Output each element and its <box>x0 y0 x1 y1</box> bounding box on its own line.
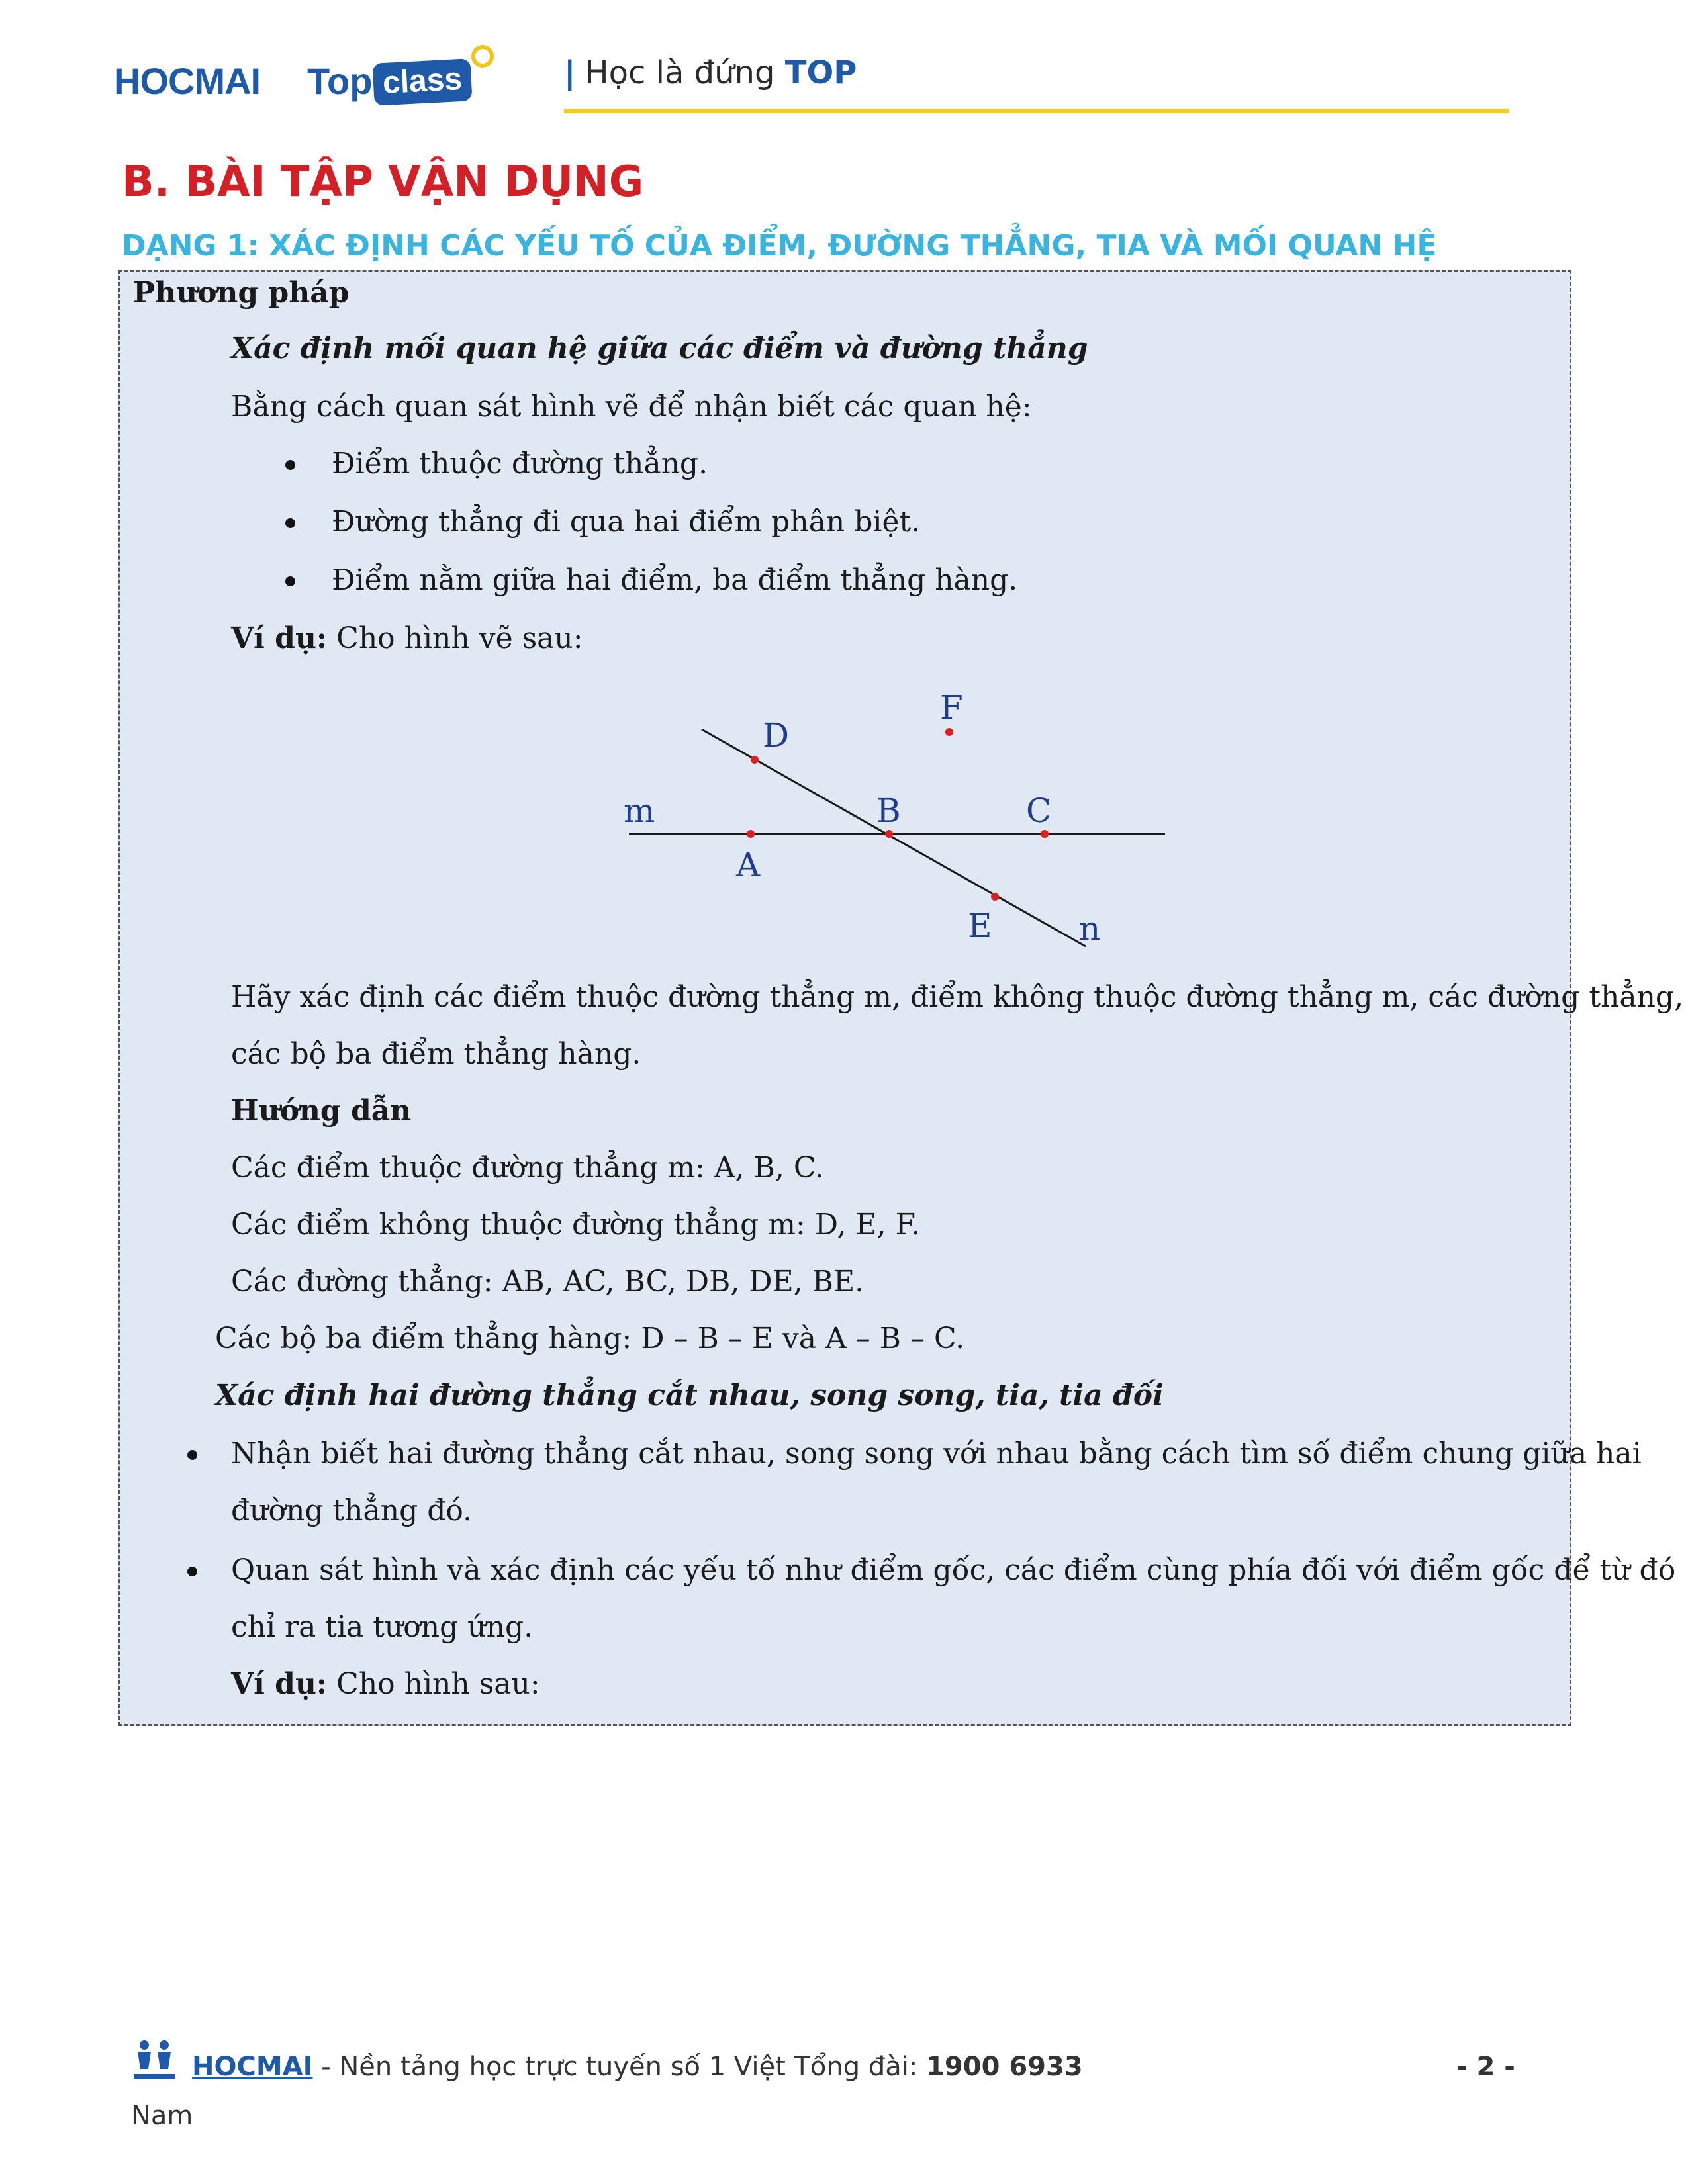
intro-text: Bằng cách quan sát hình vẽ để nhận biết các quan hệ: <box>231 390 1032 424</box>
label-n: n <box>1079 909 1101 948</box>
logo-hocmai-text: HOCMAI <box>114 60 261 102</box>
point-C <box>1041 830 1049 838</box>
sun-icon <box>471 45 494 68</box>
slogan-top: TOP <box>784 54 857 91</box>
label-C: C <box>1026 792 1052 830</box>
question-line-1: Hãy xác định các điểm thuộc đường thẳng m, điểm không thuộc đường thẳng m, các đường thẳng, <box>231 980 1684 1014</box>
slogan-text: Học là đứng <box>585 54 775 91</box>
bullet-icon <box>187 1450 197 1460</box>
example-2-text: Cho hình sau: <box>327 1667 540 1701</box>
label-A: A <box>736 846 761 884</box>
point-D <box>751 756 759 764</box>
hocmai-people-icon <box>131 2037 177 2083</box>
label-E: E <box>968 907 992 945</box>
bullet-icon <box>187 1567 197 1576</box>
method-label: Phương pháp <box>133 276 350 310</box>
answer-3: Các đường thẳng: AB, AC, BC, DB, DE, BE. <box>231 1265 865 1298</box>
header-divider <box>564 109 1509 113</box>
geometry-figure <box>596 675 1192 966</box>
slogan <box>564 54 857 91</box>
footer-text <box>192 2052 1083 2082</box>
answer-4: Các bộ ba điểm thẳng hàng: D – B – E và A – B – C. <box>215 1322 965 1355</box>
label-F: F <box>940 688 963 727</box>
bullet-icon <box>285 576 295 586</box>
method-box <box>118 270 1684 1726</box>
bullet-item: Đường thẳng đi qua hai điểm phân biệt. <box>332 505 921 539</box>
footer-nam: Nam <box>131 2101 193 2131</box>
bullet-2-2-line-2: chỉ ra tia tương ứng. <box>231 1610 534 1644</box>
logo-top-text: Top <box>307 60 373 102</box>
point-B <box>885 830 893 838</box>
answer-1: Các điểm thuộc đường thẳng m: A, B, C. <box>231 1151 824 1185</box>
logo-class-badge: class <box>372 58 472 106</box>
example-label: Ví dụ: <box>231 621 328 655</box>
subsection-title-2: Xác định hai đường thẳng cắt nhau, song song, tia, tia đối <box>215 1379 1164 1412</box>
point-A <box>747 830 755 838</box>
point-F <box>945 728 953 736</box>
label-D: D <box>763 716 790 754</box>
bullet-2-1-line-2: đường thẳng đó. <box>231 1494 473 1527</box>
bullet-2-1-line-1: Nhận biết hai đường thẳng cắt nhau, song song với nhau bằng cách tìm số điểm chung giữa hai <box>231 1437 1642 1471</box>
hocmai-topclass-logo <box>114 41 511 114</box>
label-m: m <box>624 792 655 830</box>
bullet-icon <box>285 460 295 470</box>
example-1 <box>231 621 583 655</box>
question-line-2: các bộ ba điểm thẳng hàng. <box>231 1037 641 1071</box>
bullet-item: Điểm nằm giữa hai điểm, ba điểm thẳng hàng. <box>332 563 1018 597</box>
example-label: Ví dụ: <box>231 1667 328 1701</box>
label-B: B <box>876 792 901 830</box>
point-E <box>991 893 999 901</box>
guide-label: Hướng dẫn <box>231 1094 412 1128</box>
bullet-icon <box>285 518 295 528</box>
example-1-text: Cho hình vẽ sau: <box>327 621 583 655</box>
example-2 <box>231 1667 540 1701</box>
footer-description: - Nền tảng học trực tuyến số 1 Việt Tổng đài: <box>312 2052 927 2082</box>
line-n <box>702 729 1086 946</box>
subsection-title-1: Xác định mối quan hệ giữa các điểm và đường thẳng <box>231 332 1088 365</box>
section-title: B. BÀI TẬP VẬN DỤNG <box>122 158 644 206</box>
bullet-item: Điểm thuộc đường thẳng. <box>332 447 708 480</box>
footer-brand-link[interactable]: HOCMAI <box>192 2052 313 2082</box>
answer-2: Các điểm không thuộc đường thẳng m: D, E, F. <box>231 1208 921 1242</box>
bullet-2-2-line-1: Quan sát hình và xác định các yếu tố như điểm gốc, các điểm cùng phía đối với điểm gốc để từ đó <box>231 1553 1676 1587</box>
page-number: - 2 - <box>1456 2052 1515 2082</box>
footer-hotline: 1900 6933 <box>926 2052 1083 2082</box>
dang-title: DẠNG 1: XÁC ĐỊNH CÁC YẾU TỐ CỦA ĐIỂM, ĐƯỜNG THẲNG, TIA VÀ MỐI QUAN HỆ <box>122 229 1437 263</box>
slogan-bar: | <box>564 54 576 91</box>
